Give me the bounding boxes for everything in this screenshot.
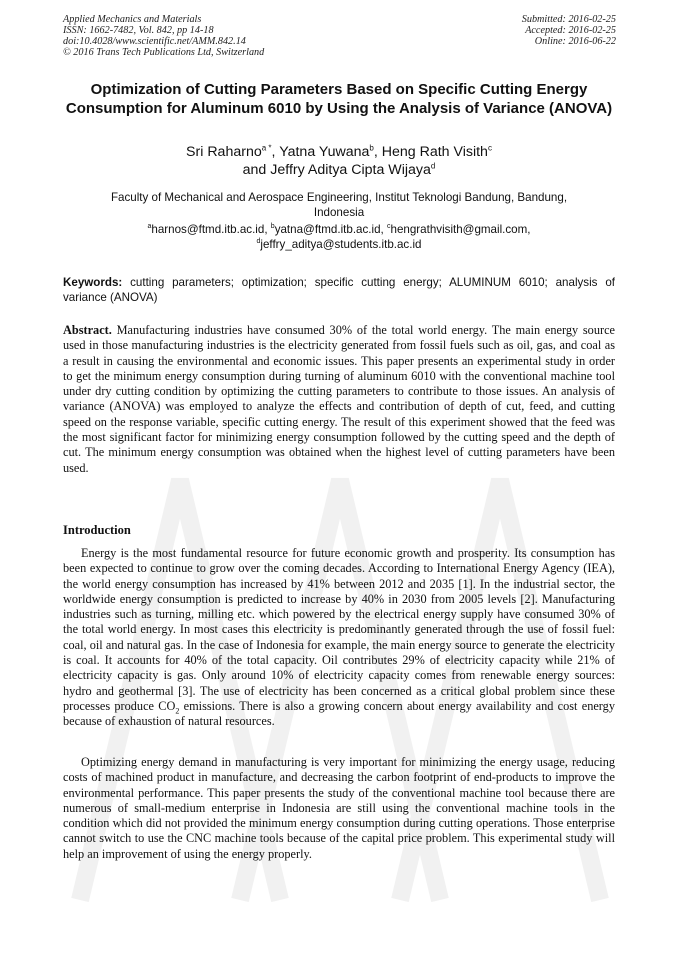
keywords [63,275,615,305]
email-marker: c [387,223,391,231]
paragraph-text: emissions. There is also a growing concern about energy availability and cost energy because of exhaustion of natural resources. [63,698,615,729]
paragraph-text: Energy is the most fundamental resource for future economic growth and prosperity. Its consumption has been expected to continue to grow over the coming decades. According to International Energy Agency (IEA), the world energy consumption has increased by 41% between 2012 and 2035 [1]. In the industrial sector, the worldwide energy consumption is predicted to increase by 40% in 2030 from 2005 levels [2]. Manufacturing industries such as turning, milling etc. which powered by the electrical energy supply have consumed 30% of the total world energy. In most cases this electricity is predominantly generated through the use of fossil fuel: coal, oil and natural gas. In the case of Indonesia for example, the main energy source to generate the electricity is coal. It accounts for 40% of the total capacity. Oil contributes 29% of electricity capacity while 21% of electricity capacity is gas. Only around 10% of electricity capacity comes from renewable energy sources: hydro and geothermal [3]. The use of electricity has been concerned as a critical global problem since these processes produce CO [63,546,615,713]
introduction-paragraph-2: Optimizing energy demand in manufacturing is very important for minimizing the energy usage, reducing costs of machined product in manufacture, and decreasing the carbon footprint of end-products to improve the environmental performance. This paper presents the study of the conventional machine tool because there are numerous of small-medium enterprise in Indonesia are still using the conventional machine tools in the condition which did not provided the minimum energy consumption during cutting operations. Those enterprise cannot switch to use the CNC machine tools because of the capital price problem. This experimental study will help an improvement of using the energy properly. [63,755,615,861]
section-heading-introduction: Introduction [63,523,131,537]
email-address: jeffry_aditya@students.itb.ac.id [260,238,422,251]
author-separator: and [242,162,271,178]
journal-doi: doi:10.4028/www.scientific.net/AMM.842.14 [63,36,246,47]
keywords-label: Keywords: [63,276,123,289]
subscript: 2 [175,706,180,716]
journal-name: Applied Mechanics and Materials [63,14,202,25]
email-address: hengrathvisith@gmail.com, [390,223,531,236]
journal-info [63,14,264,58]
email-marker: d [256,238,261,246]
submission-dates [522,14,616,47]
affiliation: Faculty of Mechanical and Aerospace Engineering, Institut Teknologi Bandung, Bandung, Indonesia [110,191,568,219]
author-marker: c [487,143,492,153]
author-name: Heng Rath Visith [381,144,488,160]
journal-issn: ISSN: 1662-7482, Vol. 842, pp 14-18 [63,25,214,36]
author-marker: d [430,161,436,171]
author-name: Yatna Yuwana [279,144,370,160]
author-separator: , [373,144,382,160]
keywords-text: cutting parameters; optimization; specific cutting energy; ALUMINUM 6010; analysis of variance (ANOVA) [63,276,615,304]
email-marker: b [270,223,275,231]
journal-copyright: © 2016 Trans Tech Publications Ltd, Switzerland [63,47,265,58]
author-name: Sri Raharno [186,144,262,160]
author-marker: a * [261,143,272,153]
author-marker: b [369,143,374,153]
abstract-label: Abstract. [63,323,112,337]
online-date: Online: 2016-06-22 [534,36,616,47]
submitted-date: Submitted: 2016-02-25 [521,14,616,25]
author-list [60,143,618,179]
introduction-paragraph-1 [63,546,615,730]
abstract-text: Manufacturing industries have consumed 30% of the total world energy. The main energy source used in those manufacturing industries is the electricity generated from fossil fuels such as oil, gas, and coal as a result in causing the environmental and economic issues. This paper presents an experimental study in order to get the minimum energy consumption during turning of aluminum 6010 with the conventional machine tool under dry cutting condition by optimizing the cutting parameters to contribute to those issues. An analysis of variance (ANOVA) was employed to analyze the effects and contribution of depth of cut, feed, and cutting speed on the response variable, specific cutting energy. The result of this experiment showed that the feed was the most significant factor for minimizing energy consumption followed by the cutting speed and the depth of cut. The minimum energy consumption was obtained when the highest level of cutting parameters have been used. [63,323,615,475]
email-address: harnos@ftmd.itb.ac.id, [151,223,271,236]
abstract [63,323,615,476]
email-marker: a [147,223,152,231]
accepted-date: Accepted: 2016-02-25 [525,25,616,36]
author-name: Jeffry Aditya Cipta Wijaya [270,162,431,178]
paper-title: Optimization of Cutting Parameters Based on Specific Cutting Energy Consumption for Aluminum 6010 by Using the Analysis of Variance (ANOVA) [65,81,613,117]
email-address: yatna@ftmd.itb.ac.id, [274,223,387,236]
author-emails [70,222,608,252]
author-separator: , [271,144,280,160]
